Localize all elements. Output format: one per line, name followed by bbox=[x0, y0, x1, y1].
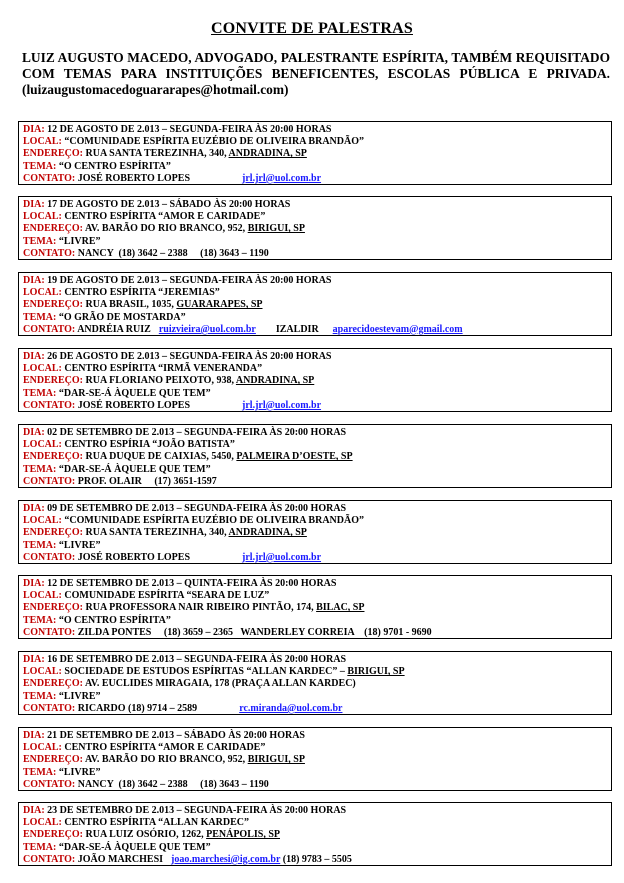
event-address-line bbox=[23, 223, 606, 235]
tema-label: TEMA: bbox=[23, 766, 57, 778]
event-city: ANDRADINA, SP bbox=[235, 375, 315, 387]
event-theme-line bbox=[23, 236, 606, 248]
event-theme-line bbox=[23, 464, 606, 476]
dia-label: DIA: bbox=[23, 503, 45, 514]
event-date: 02 DE SETEMBRO DE 2.013 – SEGUNDA-FEIRA ÀS 20:00 HORAS bbox=[47, 427, 347, 438]
contato-label: CONTATO: bbox=[23, 551, 76, 563]
local-label: LOCAL: bbox=[23, 666, 62, 678]
event-contact-line bbox=[23, 400, 606, 412]
event-date-line bbox=[23, 275, 606, 287]
local-label: LOCAL: bbox=[23, 136, 62, 148]
event-theme: “LIVRE” bbox=[58, 766, 101, 778]
event-address: RUA PROFESSORA NAIR RIBEIRO PINTÃO, 174, bbox=[85, 602, 314, 614]
event-address: AV. BARÃO DO RIO BRANCO, 952, bbox=[84, 223, 246, 235]
endereco-label: ENDEREÇO: bbox=[23, 527, 84, 539]
event-address: RUA SANTA TEREZINHA, 340, bbox=[85, 148, 227, 160]
event-date: 12 DE AGOSTO DE 2.013 – SEGUNDA-FEIRA ÀS 20:00 HORAS bbox=[47, 124, 332, 135]
contato-label: CONTATO: bbox=[23, 323, 76, 335]
event-email-link[interactable]: jrl.jrl@uol.com.br bbox=[242, 551, 322, 563]
event-card bbox=[18, 424, 612, 488]
event-contact: ANDRÉIA RUIZ bbox=[77, 323, 151, 335]
dia-label: DIA: bbox=[23, 351, 45, 362]
event-theme: “O GRÃO DE MOSTARDA” bbox=[58, 311, 186, 323]
event-card bbox=[18, 196, 612, 260]
contato-label: CONTATO: bbox=[23, 475, 76, 487]
event-local-line bbox=[23, 211, 606, 223]
event-contact: RICARDO (18) 9714 – 2589 bbox=[77, 702, 198, 714]
contato-label: CONTATO: bbox=[23, 172, 76, 184]
event-address-line bbox=[23, 375, 606, 387]
contato-label: CONTATO: bbox=[23, 626, 76, 638]
dia-label: DIA: bbox=[23, 124, 45, 135]
event-contact: NANCY (18) 3642 – 2388 (18) 3643 – 1190 bbox=[77, 247, 269, 259]
event-address-line bbox=[23, 754, 606, 766]
dia-label: DIA: bbox=[23, 199, 45, 210]
event-contact: ZILDA PONTES (18) 3659 – 2365 WANDERLEY CORREIA (18) 9701 - 9690 bbox=[77, 626, 432, 638]
event-date: 09 DE SETEMBRO DE 2.013 – SEGUNDA-FEIRA ÀS 20:00 HORAS bbox=[47, 503, 347, 514]
local-label: LOCAL: bbox=[23, 211, 62, 223]
intro-line-1: LUIZ AUGUSTO MACEDO, ADVOGADO, PALESTRANTE ESPÍRITA, TAMBÉM REQUISITADO bbox=[22, 50, 610, 65]
event-theme-line bbox=[23, 615, 606, 627]
dia-label: DIA: bbox=[23, 654, 45, 665]
contato-label: CONTATO: bbox=[23, 702, 76, 714]
event-contact: JOSÉ ROBERTO LOPES bbox=[77, 551, 191, 563]
local-label: LOCAL: bbox=[23, 439, 62, 451]
event-email-link[interactable]: rc.miranda@uol.com.br bbox=[239, 702, 343, 714]
event-card bbox=[18, 802, 612, 866]
event-theme: “LIVRE” bbox=[58, 539, 101, 551]
tema-label: TEMA: bbox=[23, 539, 57, 551]
event-theme: “DAR-SE-Á ÀQUELE QUE TEM” bbox=[58, 463, 211, 475]
event-local: “COMUNIDADE ESPÍRITA EUZÉBIO DE OLIVEIRA BRANDÃO” bbox=[64, 136, 364, 148]
event-city: BILAC, SP bbox=[316, 602, 365, 614]
event-city: PALMEIRA D’OESTE, SP bbox=[236, 451, 353, 463]
event-contact: JOÃO MARCHESI bbox=[77, 853, 164, 865]
event-local: CENTRO ESPÍRITA “AMOR E CARIDADE” bbox=[64, 211, 266, 223]
event-local-line bbox=[23, 515, 606, 527]
event-address: RUA DUQUE DE CAIXIAS, 5450, bbox=[85, 451, 234, 463]
event-card bbox=[18, 651, 612, 715]
tema-label: TEMA: bbox=[23, 841, 57, 853]
event-date: 17 DE AGOSTO DE 2.013 – SÁBADO ÀS 20:00 HORAS bbox=[47, 199, 291, 210]
event-local-city: BIRIGUI, SP bbox=[347, 666, 405, 678]
event-date: 19 DE AGOSTO DE 2.013 – SEGUNDA-FEIRA ÀS 20:00 HORAS bbox=[47, 275, 332, 286]
tema-label: TEMA: bbox=[23, 690, 57, 702]
local-label: LOCAL: bbox=[23, 363, 62, 375]
event-city: BIRIGUI, SP bbox=[247, 754, 305, 766]
event-city: GUARARAPES, SP bbox=[176, 299, 263, 311]
event-contact: JOSÉ ROBERTO LOPES bbox=[77, 399, 191, 411]
event-date: 26 DE AGOSTO DE 2.013 – SEGUNDA-FEIRA ÀS 20:00 HORAS bbox=[47, 351, 332, 362]
local-label: LOCAL: bbox=[23, 590, 62, 602]
event-date-line bbox=[23, 805, 606, 817]
intro-line-2: COM TEMAS PARA INSTITUIÇÕES BENEFICENTES, ESCOLAS PÚBLICA E PRIVADA. bbox=[22, 66, 610, 81]
event-theme: “O CENTRO ESPÍRITA” bbox=[58, 160, 171, 172]
event-theme-line bbox=[23, 312, 606, 324]
event-email-link[interactable]: jrl.jrl@uol.com.br bbox=[242, 399, 322, 411]
event-date-line bbox=[23, 199, 606, 211]
event-theme-line bbox=[23, 767, 606, 779]
tema-label: TEMA: bbox=[23, 387, 57, 399]
event-theme: “LIVRE” bbox=[58, 235, 101, 247]
contato-label: CONTATO: bbox=[23, 853, 76, 865]
event-email-link[interactable]: ruizvieira@uol.com.br bbox=[158, 323, 256, 335]
event-local-line bbox=[23, 363, 606, 375]
local-label: LOCAL: bbox=[23, 287, 62, 299]
event-card bbox=[18, 272, 612, 336]
event-local-line bbox=[23, 817, 606, 829]
event-card bbox=[18, 348, 612, 412]
event-date-line bbox=[23, 503, 606, 515]
event-theme: “DAR-SE-Á ÀQUELE QUE TEM” bbox=[58, 387, 211, 399]
event-contact-line bbox=[23, 324, 606, 336]
local-label: LOCAL: bbox=[23, 817, 62, 829]
dia-label: DIA: bbox=[23, 805, 45, 816]
event-city: PENÁPOLIS, SP bbox=[206, 829, 280, 841]
intro-paragraph bbox=[22, 50, 610, 98]
event-local-line bbox=[23, 666, 606, 678]
event-date-line bbox=[23, 730, 606, 742]
event-contact: JOSÉ ROBERTO LOPES bbox=[77, 172, 191, 184]
event-local-line bbox=[23, 439, 606, 451]
event-contact-phone: (18) 9783 – 5505 bbox=[282, 853, 352, 865]
contato-label: CONTATO: bbox=[23, 399, 76, 411]
event-contact-line bbox=[23, 173, 606, 185]
event-address: AV. BARÃO DO RIO BRANCO, 952, bbox=[84, 754, 246, 766]
event-address: AV. EUCLIDES MIRAGAIA, 178 (PRAÇA ALLAN KARDEC) bbox=[84, 678, 356, 690]
event-date-line bbox=[23, 578, 606, 590]
contato-label: CONTATO: bbox=[23, 247, 76, 259]
event-contact-line bbox=[23, 854, 606, 866]
event-date-line bbox=[23, 654, 606, 666]
event-city: ANDRADINA, SP bbox=[228, 148, 307, 160]
event-card bbox=[18, 500, 612, 564]
tema-label: TEMA: bbox=[23, 311, 57, 323]
event-local: CENTRO ESPÍRIA “JOÃO BATISTA” bbox=[64, 439, 235, 451]
tema-label: TEMA: bbox=[23, 160, 57, 172]
event-theme-line bbox=[23, 161, 606, 173]
event-local: CENTRO ESPÍRITA “IRMÃ VENERANDA” bbox=[64, 363, 263, 375]
event-address-line bbox=[23, 602, 606, 614]
event-date: 16 DE SETEMBRO DE 2.013 – SEGUNDA-FEIRA ÀS 20:00 HORAS bbox=[47, 654, 347, 665]
event-address-line bbox=[23, 678, 606, 690]
event-address-line bbox=[23, 527, 606, 539]
event-city: ANDRADINA, SP bbox=[228, 527, 307, 539]
event-date: 23 DE SETEMBRO DE 2.013 – SEGUNDA-FEIRA ÀS 20:00 HORAS bbox=[47, 805, 347, 816]
event-contact-line bbox=[23, 248, 606, 260]
event-local: “COMUNIDADE ESPÍRITA EUZÉBIO DE OLIVEIRA BRANDÃO” bbox=[64, 515, 364, 527]
event-theme: “O CENTRO ESPÍRITA” bbox=[58, 614, 171, 626]
dia-label: DIA: bbox=[23, 275, 45, 286]
tema-label: TEMA: bbox=[23, 614, 57, 626]
event-date-line bbox=[23, 351, 606, 363]
document-title: CONVITE DE PALESTRAS bbox=[211, 20, 413, 37]
endereco-label: ENDEREÇO: bbox=[23, 602, 84, 614]
endereco-label: ENDEREÇO: bbox=[23, 375, 84, 387]
tema-label: TEMA: bbox=[23, 235, 57, 247]
event-local: CENTRO ESPÍRITA “JEREMIAS” bbox=[64, 287, 220, 299]
event-theme-line bbox=[23, 388, 606, 400]
intro-contact-email: (luizaugustomacedoguararapes@hotmail.com) bbox=[22, 82, 289, 97]
event-theme-line bbox=[23, 842, 606, 854]
event-local: SOCIEDADE DE ESTUDOS ESPÍRITAS “ALLAN KARDEC” – bbox=[64, 666, 345, 678]
event-date: 12 DE SETEMBRO DE 2.013 – QUINTA-FEIRA ÀS 20:00 HORAS bbox=[47, 578, 337, 589]
event-email-link-2[interactable]: aparecidoestevam@gmail.com bbox=[332, 323, 463, 335]
event-card bbox=[18, 575, 612, 639]
event-date-line bbox=[23, 427, 606, 439]
event-local: CENTRO ESPÍRITA “AMOR E CARIDADE” bbox=[64, 742, 266, 754]
endereco-label: ENDEREÇO: bbox=[23, 223, 84, 235]
event-contact-line bbox=[23, 476, 606, 488]
endereco-label: ENDEREÇO: bbox=[23, 299, 84, 311]
dia-label: DIA: bbox=[23, 427, 45, 438]
event-city: BIRIGUI, SP bbox=[247, 223, 305, 235]
event-contact-2: IZALDIR bbox=[275, 323, 319, 335]
event-address-line bbox=[23, 148, 606, 160]
local-label: LOCAL: bbox=[23, 742, 62, 754]
endereco-label: ENDEREÇO: bbox=[23, 678, 84, 690]
event-contact-line bbox=[23, 703, 606, 715]
event-contact: PROF. OLAIR (17) 3651-1597 bbox=[77, 475, 217, 487]
event-address-line bbox=[23, 829, 606, 841]
dia-label: DIA: bbox=[23, 578, 45, 589]
event-card bbox=[18, 121, 612, 185]
event-email-link[interactable]: joao.marchesi@ig.com.br bbox=[171, 853, 281, 865]
event-address-line bbox=[23, 299, 606, 311]
event-theme-line bbox=[23, 691, 606, 703]
local-label: LOCAL: bbox=[23, 515, 62, 527]
event-address: RUA FLORIANO PEIXOTO, 938, bbox=[85, 375, 234, 387]
event-local: COMUNIDADE ESPÍRITA “SEARA DE LUZ” bbox=[64, 590, 270, 602]
event-contact-line bbox=[23, 779, 606, 791]
event-email-link[interactable]: jrl.jrl@uol.com.br bbox=[242, 172, 322, 184]
event-local-line bbox=[23, 590, 606, 602]
event-contact: NANCY (18) 3642 – 2388 (18) 3643 – 1190 bbox=[77, 778, 269, 790]
event-local-line bbox=[23, 742, 606, 754]
event-address-line bbox=[23, 451, 606, 463]
event-local-line bbox=[23, 136, 606, 148]
endereco-label: ENDEREÇO: bbox=[23, 754, 84, 766]
event-date: 21 DE SETEMBRO DE 2.013 – SÁBADO ÀS 20:00 HORAS bbox=[47, 730, 305, 741]
endereco-label: ENDEREÇO: bbox=[23, 148, 84, 160]
event-theme: “DAR-SE-Á ÀQUELE QUE TEM” bbox=[58, 841, 211, 853]
event-contact-line bbox=[23, 627, 606, 639]
event-contact-line bbox=[23, 552, 606, 564]
tema-label: TEMA: bbox=[23, 463, 57, 475]
endereco-label: ENDEREÇO: bbox=[23, 829, 84, 841]
event-address: RUA LUIZ OSÓRIO, 1262, bbox=[85, 829, 204, 841]
endereco-label: ENDEREÇO: bbox=[23, 451, 84, 463]
event-theme-line bbox=[23, 540, 606, 552]
event-card bbox=[18, 727, 612, 791]
dia-label: DIA: bbox=[23, 730, 45, 741]
event-address: RUA SANTA TEREZINHA, 340, bbox=[85, 527, 227, 539]
contato-label: CONTATO: bbox=[23, 778, 76, 790]
event-address: RUA BRASIL, 1035, bbox=[85, 299, 174, 311]
event-theme: “LIVRE” bbox=[58, 690, 101, 702]
event-local: CENTRO ESPÍRITA “ALLAN KARDEC” bbox=[64, 817, 249, 829]
event-date-line bbox=[23, 124, 606, 136]
event-local-line bbox=[23, 287, 606, 299]
